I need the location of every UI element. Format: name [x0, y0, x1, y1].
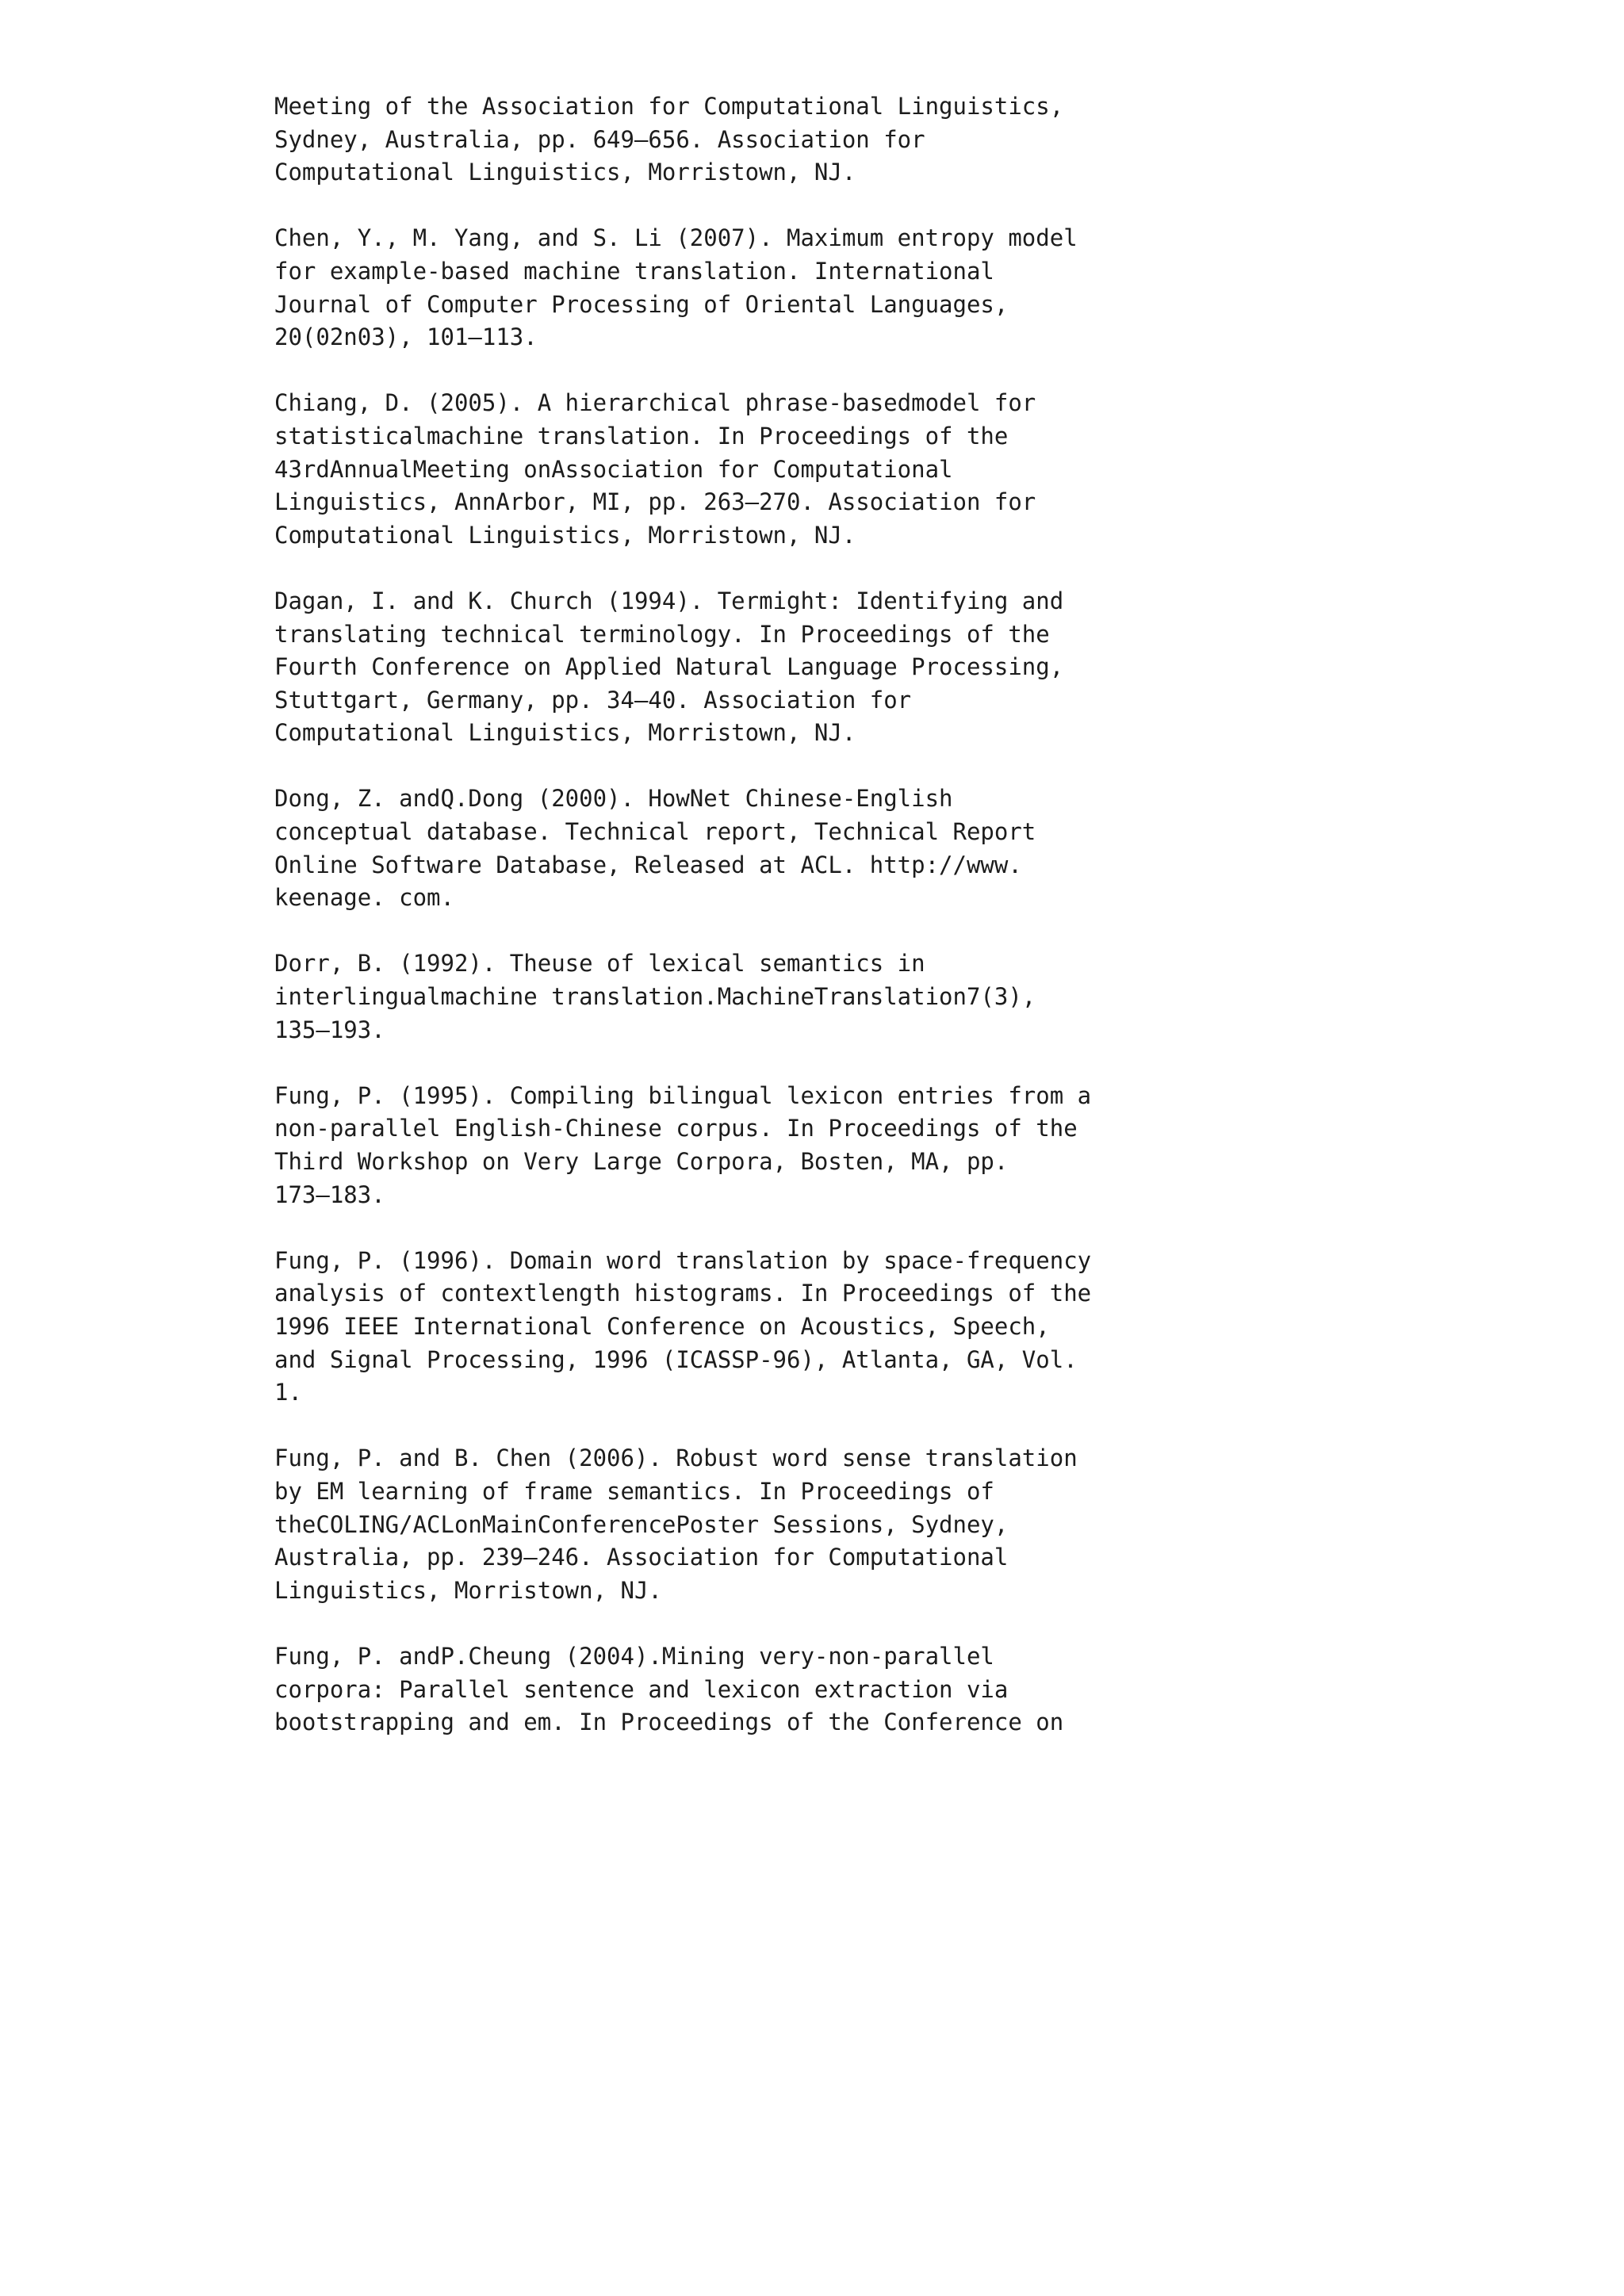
reference-line: 43rdAnnualMeeting onAssociation for Computational [274, 455, 953, 483]
reference-line: Chen, Y., M. Yang, and S. Li (2007). Maximum entropy model [274, 224, 1078, 252]
reference-line: Dong, Z. andQ.Dong (2000). HowNet Chinese-English [274, 785, 953, 813]
reference-line: 135–193. [274, 1016, 385, 1043]
reference-line: Computational Linguistics, Morristown, NJ. [274, 159, 856, 186]
reference-entry [274, 387, 1400, 552]
reference-line: Computational Linguistics, Morristown, NJ. [274, 719, 856, 747]
reference-line: and Signal Processing, 1996 (ICASSP-96), Atlanta, GA, Vol. [274, 1345, 1078, 1373]
reference-line: non-parallel English-Chinese corpus. In Proceedings of the [274, 1115, 1078, 1142]
reference-line: by EM learning of frame semantics. In Proceedings of [274, 1477, 994, 1505]
reference-line: Journal of Computer Processing of Oriental Languages, [274, 290, 1009, 318]
reference-line: Linguistics, AnnArbor, MI, pp. 263–270. Association for [274, 488, 1036, 516]
reference-line: interlingualmachine translation.MachineTranslation7(3), [274, 983, 1036, 1011]
reference-entry [274, 1080, 1400, 1211]
reference-line: Stuttgart, Germany, pp. 34–40. Association for [274, 686, 912, 714]
reference-entry [274, 1640, 1400, 1739]
reference-line: Fung, P. (1996). Domain word translation by space-frequency [274, 1246, 1092, 1274]
reference-line: Sydney, Australia, pp. 649–656. Association for [274, 125, 925, 153]
reference-line: Linguistics, Morristown, NJ. [274, 1576, 662, 1604]
reference-line: corpora: Parallel sentence and lexicon extraction via [274, 1675, 1009, 1703]
reference-line: Dagan, I. and K. Church (1994). Termight: Identifying and [274, 587, 1064, 614]
reference-line: for example-based machine translation. International [274, 257, 994, 285]
reference-list [274, 90, 1400, 1772]
reference-line: Fung, P. andP.Cheung (2004).Mining very-non-parallel [274, 1642, 994, 1670]
reference-line: 173–183. [274, 1181, 385, 1208]
reference-line: Computational Linguistics, Morristown, NJ. [274, 521, 856, 549]
reference-line: translating technical terminology. In Proceedings of the [274, 620, 1050, 648]
reference-line: Fung, P. and B. Chen (2006). Robust word sense translation [274, 1445, 1078, 1472]
reference-entry [274, 1442, 1400, 1607]
reference-line: analysis of contextlength histograms. In Proceedings of the [274, 1280, 1092, 1307]
reference-line: theCOLING/ACLonMainConferencePoster Sessions, Sydney, [274, 1510, 1009, 1538]
reference-line: Meeting of the Association for Computational Linguistics, [274, 93, 1064, 120]
reference-line: Fung, P. (1995). Compiling bilingual lexicon entries from a [274, 1081, 1092, 1109]
reference-entry [274, 783, 1400, 914]
reference-line: keenage. com. [274, 884, 454, 912]
reference-entry [274, 947, 1400, 1047]
reference-line: conceptual database. Technical report, Technical Report [274, 818, 1036, 846]
reference-line: 20(02n03), 101–113. [274, 323, 538, 351]
reference-line: Fourth Conference on Applied Natural Language Processing, [274, 653, 1064, 681]
reference-line: Australia, pp. 239–246. Association for Computational [274, 1544, 1009, 1571]
reference-line: Online Software Database, Released at ACL. http://www. [274, 851, 1022, 878]
reference-entry [274, 222, 1400, 354]
reference-entry [274, 1245, 1400, 1410]
reference-line: Chiang, D. (2005). A hierarchical phrase-basedmodel for [274, 389, 1036, 417]
reference-line: Dorr, B. (1992). Theuse of lexical semantics in [274, 950, 925, 978]
reference-entry [274, 90, 1400, 189]
reference-line: bootstrapping and em. In Proceedings of the Conference on [274, 1709, 1064, 1736]
reference-line: statisticalmachine translation. In Proceedings of the [274, 422, 1009, 450]
reference-line: 1996 IEEE International Conference on Acoustics, Speech, [274, 1312, 1050, 1340]
reference-entry [274, 585, 1400, 750]
reference-line: 1. [274, 1379, 302, 1406]
reference-line: Third Workshop on Very Large Corpora, Bosten, MA, pp. [274, 1148, 1009, 1175]
